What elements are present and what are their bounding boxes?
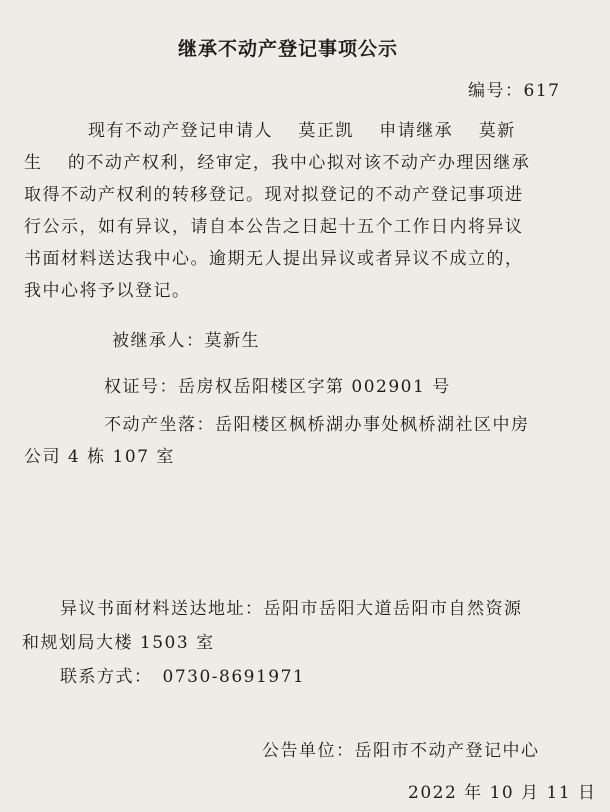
decedent-field: 被继承人：莫新生 xyxy=(112,331,260,351)
location-field: 不动产坐落：岳阳楼区枫桥湖办事处枫桥湖社区中房 xyxy=(104,415,530,435)
body-line: 我中心将予以登记。 xyxy=(24,281,191,301)
notice-title: 继承不动产登记事项公示 xyxy=(178,38,399,60)
body-line: 行公示，如有异议，请自本公告之日起十五个工作日内将异议 xyxy=(24,217,524,237)
contact-info: 联系方式： 0730-8691971 xyxy=(60,667,306,687)
issue-date: 2022 年 10 月 11 日 xyxy=(408,783,597,803)
certificate-field: 权证号：岳房权岳阳楼区字第 002901 号 xyxy=(104,377,451,397)
notice-number: 编号：617 xyxy=(468,81,561,101)
body-line: 现有不动产登记申请人 莫正凯 申请继承 莫新 xyxy=(88,121,516,141)
location-field-cont: 公司 4 栋 107 室 xyxy=(24,447,175,467)
objection-address-cont: 和规划局大楼 1503 室 xyxy=(22,633,215,653)
objection-address: 异议书面材料送达地址：岳阳市岳阳大道岳阳市自然资源 xyxy=(60,599,523,619)
body-line: 取得不动产权利的转移登记。现对拟登记的不动产登记事项进 xyxy=(24,185,524,205)
body-line: 生 的不动产权利，经审定，我中心拟对该不动产办理因继承 xyxy=(24,153,531,173)
issuer: 公告单位：岳阳市不动产登记中心 xyxy=(262,741,540,761)
body-line: 书面材料送达我中心。逾期无人提出异议或者异议不成立的， xyxy=(24,249,524,269)
